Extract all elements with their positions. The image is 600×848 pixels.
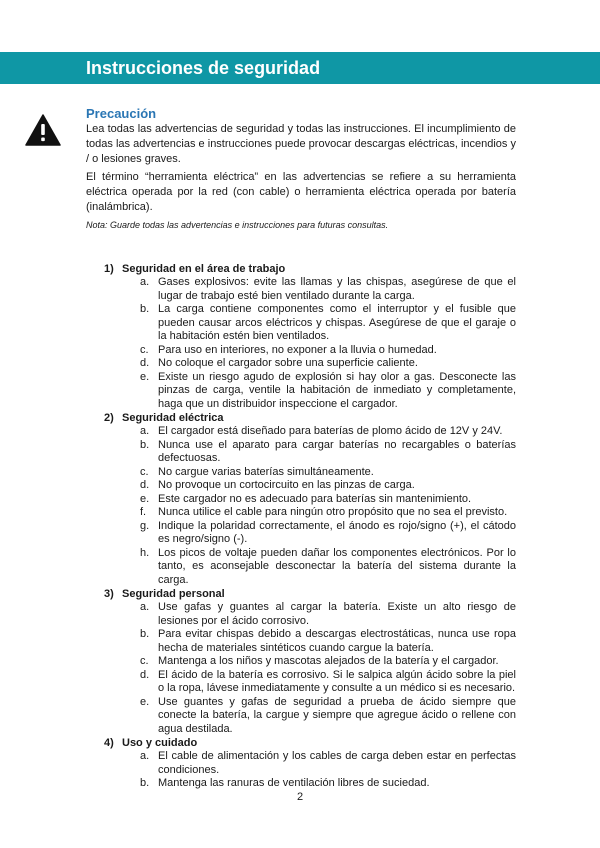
item-letter: b. [140, 438, 150, 451]
list-item [104, 696, 516, 737]
section-number: 1) [104, 263, 114, 275]
item-text: Para evitar chispas debido a descargas electrostáticas, nunca use ropa hecha de materiales sintéticos cuando cargue la batería. [158, 628, 516, 654]
section-heading [104, 587, 516, 601]
list-item [104, 303, 516, 344]
item-letter: d. [140, 668, 150, 681]
list-item [104, 520, 516, 547]
definition-paragraph: El término “herramienta eléctrica” en las advertencias se refiere a su herramienta eléctrica operada por la red (con cable) o herramienta eléctrica operada por batería (inalámbrica). [86, 171, 516, 213]
section-work-area [104, 262, 516, 411]
list-item [104, 466, 516, 480]
note-text: Nota: Guarde todas las advertencias e instrucciones para futuras consultas. [86, 220, 389, 230]
item-text: Mantenga las ranuras de ventilación libres de suciedad. [158, 777, 430, 789]
item-letter: b. [140, 628, 150, 640]
section-title: Seguridad eléctrica [122, 412, 224, 424]
list-item [104, 777, 516, 791]
caution-paragraph: Lea todas las advertencias de seguridad y todas las instrucciones. El incumplimiento de todas las advertencias e instrucciones puede provocar descargas eléctricas, incendios y / o lesiones graves. [86, 123, 516, 165]
caution-heading: Precaución [86, 106, 157, 121]
item-text: Existe un riesgo agudo de explosión si hay olor a gas. Desconecte las pinzas de carga, ventile la habitación de inmediato y completamente, haga que un distribuidor inspeccione el cargador. [158, 370, 516, 410]
list-item [104, 357, 516, 371]
item-letter: a. [140, 750, 150, 762]
item-list [104, 601, 516, 736]
item-text: Gases explosivos: evite las llamas y las chispas, asegúrese de que el lugar de trabajo esté bien ventilado durante la carga. [158, 276, 516, 302]
item-text: El cable de alimentación y los cables de carga deben estar en perfectas condiciones. [158, 750, 516, 776]
item-letter: c. [140, 343, 149, 356]
list-item [104, 669, 516, 696]
section-number: 2) [104, 412, 114, 424]
item-text: No provoque un cortocircuito en las pinzas de carga. [158, 479, 415, 491]
item-text: Los picos de voltaje pueden dañar los componentes electrónicos. Por lo tanto, es aconsejable desconectar la batería del sistema durante la carga. [158, 546, 516, 586]
item-text: Este cargador no es adecuado para baterías sin mantenimiento. [158, 492, 472, 505]
page-title: Instrucciones de seguridad [86, 58, 321, 78]
section-title: Seguridad personal [122, 588, 225, 600]
item-letter: c. [140, 655, 149, 667]
item-letter: b. [140, 303, 150, 315]
item-letter: a. [140, 601, 150, 613]
page-number: 2 [296, 791, 304, 803]
list-item [104, 493, 516, 507]
list-item [104, 371, 516, 412]
safety-sections [104, 262, 516, 791]
item-text: Nunca utilice el cable para ningún otro propósito que no sea el previsto. [158, 506, 508, 518]
section-heading [104, 736, 516, 750]
item-text: No coloque el cargador sobre una superficie caliente. [158, 357, 418, 369]
item-letter: e. [140, 492, 150, 505]
section-number: 4) [104, 737, 114, 749]
item-text: Indique la polaridad correctamente, el ánodo es rojo/signo (+), el cátodo es negro/signo (-). [158, 519, 516, 545]
list-item [104, 506, 516, 520]
item-letter: f. [140, 506, 147, 518]
item-letter: g. [140, 519, 150, 532]
list-item [104, 425, 516, 439]
item-letter: e. [140, 370, 150, 383]
item-list [104, 425, 516, 587]
item-letter: c. [140, 465, 149, 478]
section-title: Uso y cuidado [122, 737, 198, 749]
list-item [104, 547, 516, 588]
item-text: El ácido de la batería es corrosivo. Si le salpica algún ácido sobre la piel o la ropa, lávese inmediatamente y consulte a un médico si es necesario. [158, 668, 516, 694]
list-item [104, 601, 516, 628]
item-text: Use guantes y gafas de seguridad a prueba de ácido siempre que conecte la batería, la cargue y siempre que agregue ácido o rellene con agua destilada. [158, 695, 516, 735]
item-text: La carga contiene componentes como el interruptor y el fusible que pueden causar arcos eléctricos y chispas. Asegúrese de que el garaje o la habitación estén bien ventilados. [158, 303, 516, 342]
header-banner [0, 52, 600, 84]
item-letter: a. [140, 276, 150, 288]
item-letter: a. [140, 425, 150, 437]
section-title: Seguridad en el área de trabajo [122, 263, 286, 275]
item-text: El cargador está diseñado para baterías de plomo ácido de 12V y 24V. [158, 425, 503, 437]
list-item [104, 750, 516, 777]
warning-triangle-icon [25, 114, 61, 146]
section-personal [104, 587, 516, 736]
item-text: Nunca use el aparato para cargar baterías no recargables o baterías defectuosas. [158, 438, 516, 464]
section-electrical [104, 411, 516, 587]
section-number: 3) [104, 588, 114, 600]
item-text: Para uso en interiores, no exponer a la lluvia o humedad. [158, 343, 437, 356]
list-item [104, 276, 516, 303]
item-letter: d. [140, 357, 150, 369]
item-letter: h. [140, 546, 150, 559]
list-item [104, 655, 516, 669]
item-letter: d. [140, 479, 150, 491]
list-item [104, 344, 516, 358]
item-text: Use gafas y guantes al cargar la batería. Existe un alto riesgo de lesiones por el ácido corrosivo. [158, 601, 516, 627]
item-letter: e. [140, 695, 150, 708]
section-use-care [104, 736, 516, 791]
item-list [104, 276, 516, 411]
item-text: No cargue varias baterías simultáneamente. [158, 465, 374, 478]
list-item [104, 479, 516, 493]
item-text: Mantenga a los niños y mascotas alejados de la batería y el cargador. [158, 655, 499, 667]
list-item [104, 439, 516, 466]
section-heading [104, 411, 516, 425]
item-list [104, 750, 516, 791]
list-item [104, 628, 516, 655]
section-heading [104, 262, 516, 276]
item-letter: b. [140, 777, 150, 789]
